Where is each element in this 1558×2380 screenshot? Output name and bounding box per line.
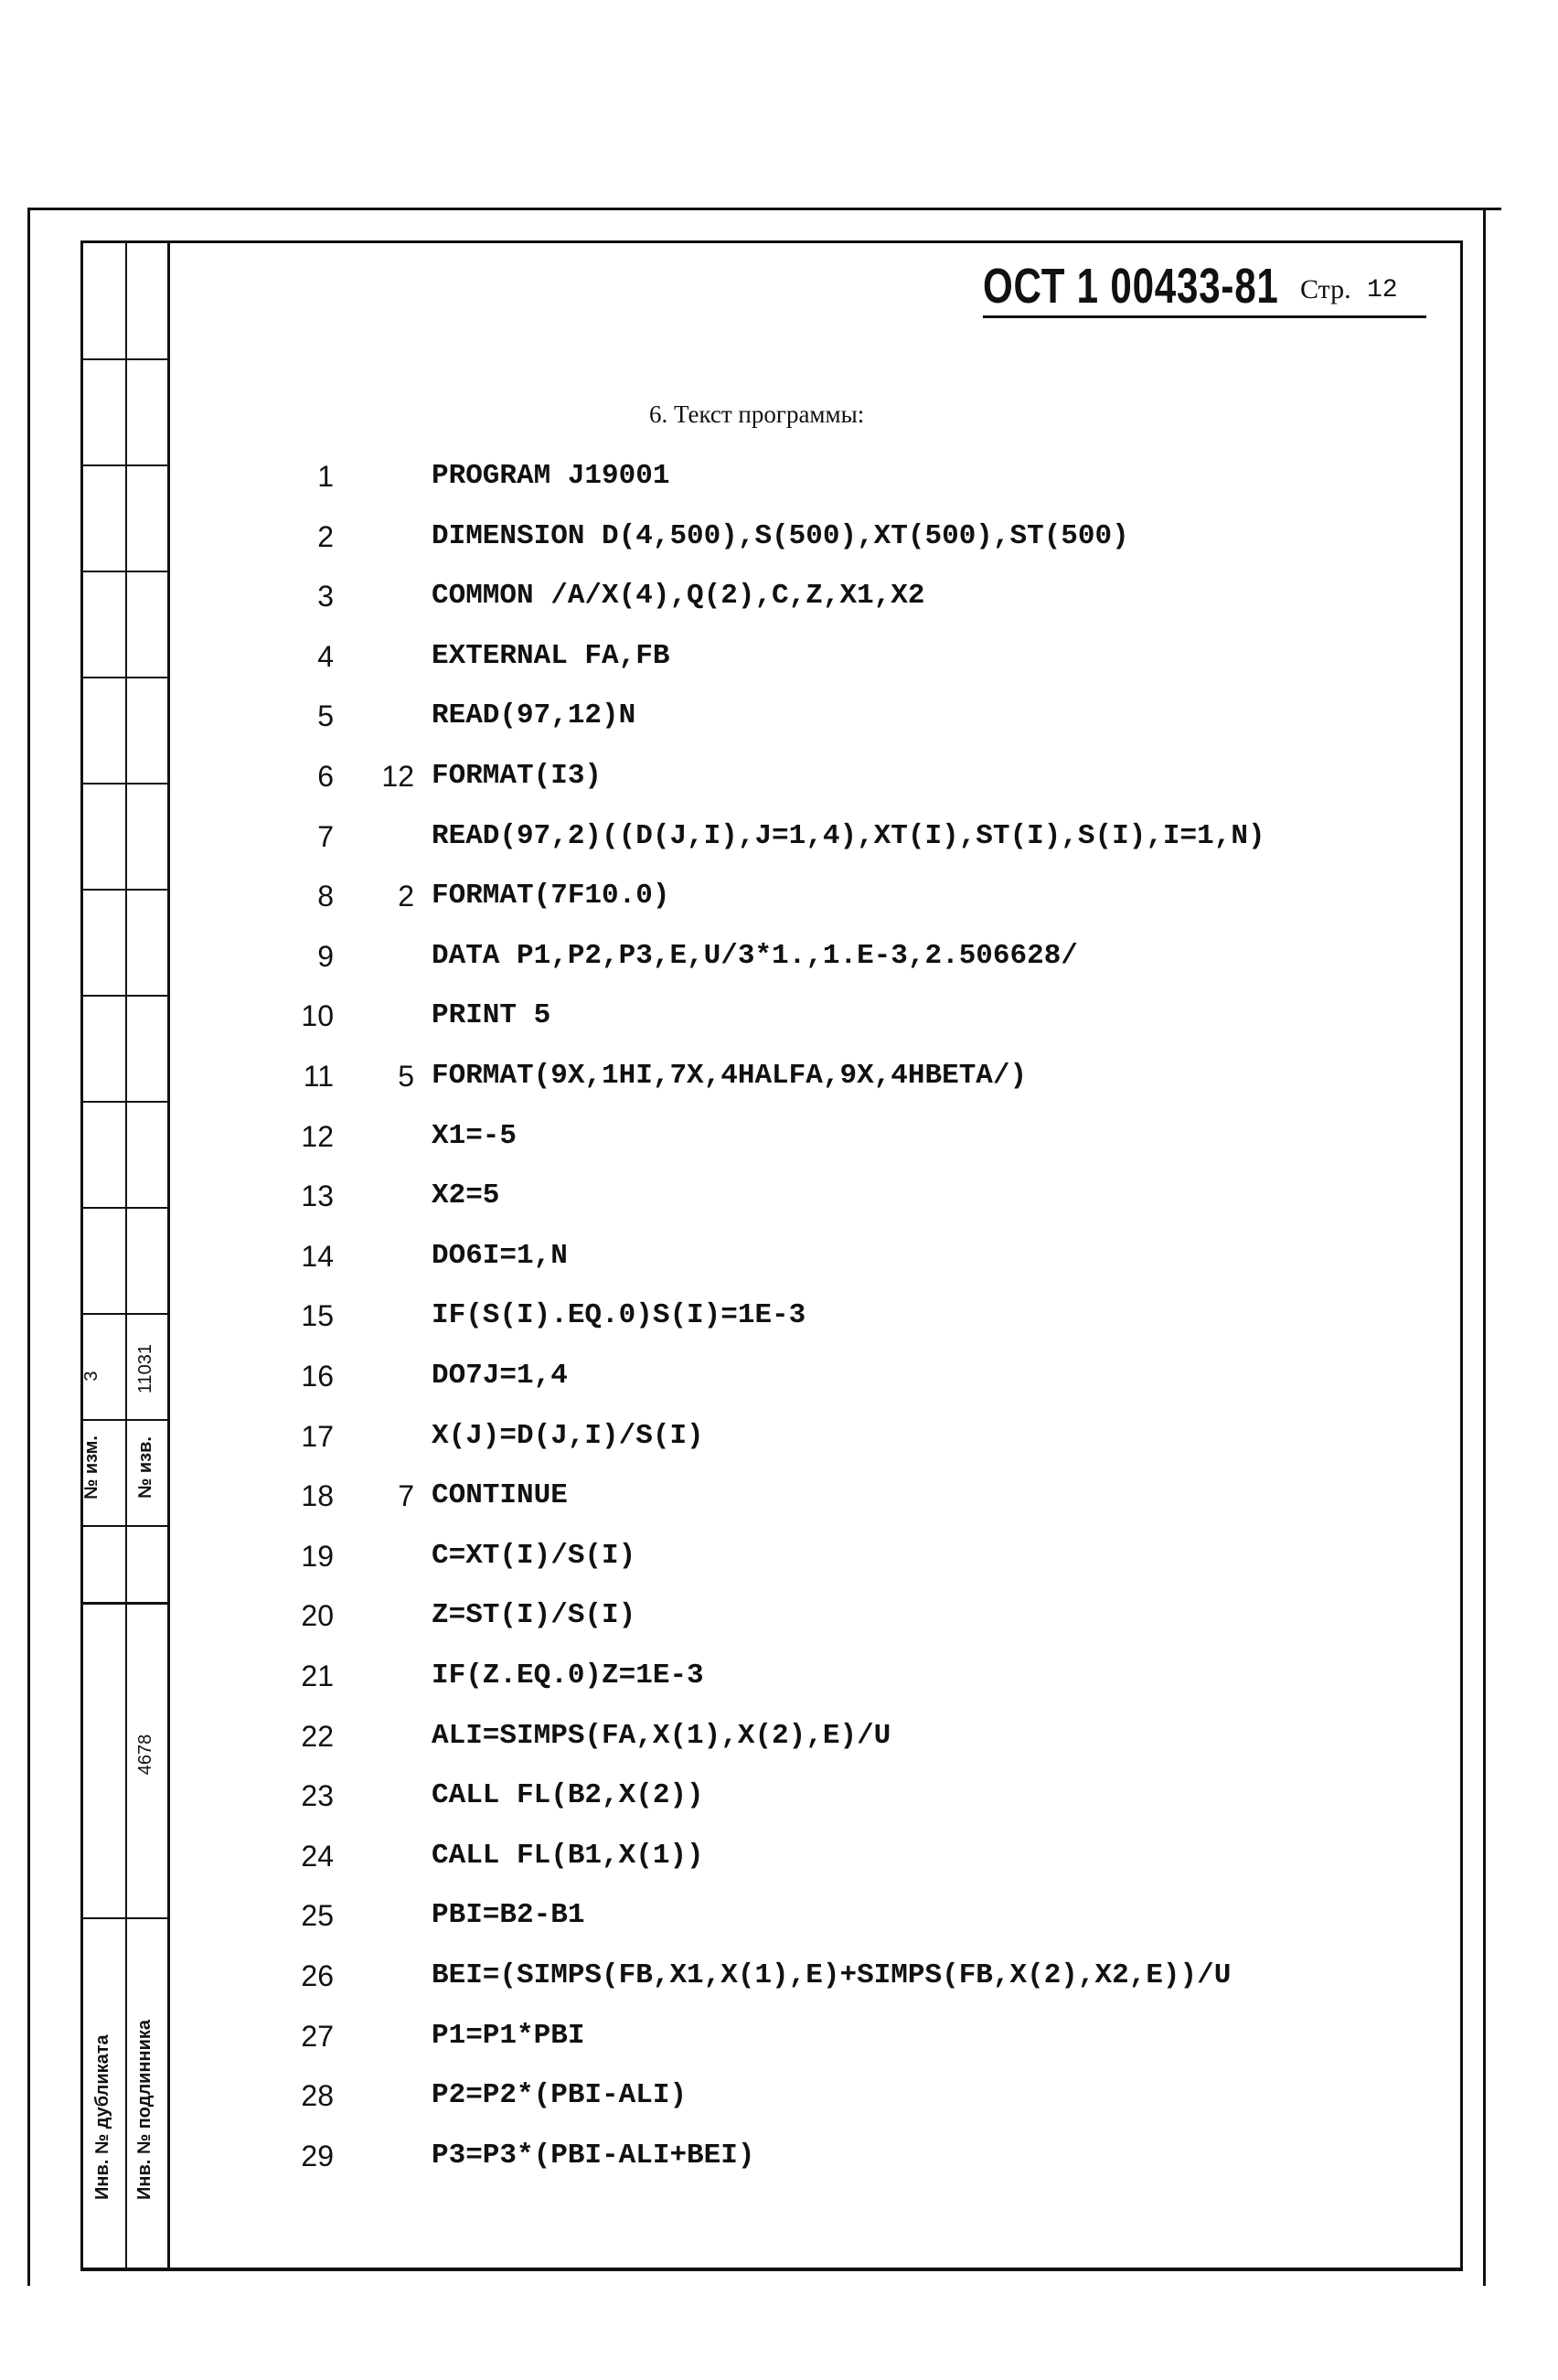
code-text: X(J)=D(J,I)/S(I) bbox=[432, 1420, 704, 1452]
margin-row-sep bbox=[80, 1101, 168, 1103]
listing-line bbox=[0, 1179, 1371, 1220]
outer-frame-top bbox=[27, 208, 1501, 210]
header-underline bbox=[983, 315, 1426, 318]
line-number: 1 bbox=[317, 460, 334, 493]
page-number: 12 bbox=[1367, 276, 1398, 304]
line-number: 13 bbox=[301, 1179, 334, 1212]
line-number: 14 bbox=[301, 1240, 334, 1273]
line-number: 5 bbox=[317, 699, 334, 732]
listing-line bbox=[0, 1540, 1371, 1580]
inner-frame-right bbox=[1460, 240, 1463, 2270]
listing-line bbox=[0, 1060, 1371, 1100]
outer-frame-right bbox=[1483, 208, 1486, 2286]
line-number: 7 bbox=[317, 820, 334, 853]
code-text: X1=-5 bbox=[432, 1120, 518, 1152]
header bbox=[983, 258, 1431, 316]
code-text: CONTINUE bbox=[432, 1479, 568, 1511]
code-text: PROGRAM J19001 bbox=[432, 460, 670, 492]
listing-line bbox=[0, 520, 1371, 560]
notice-number-label: № изв. bbox=[135, 1436, 155, 1499]
listing-line bbox=[0, 999, 1371, 1040]
code-text: CALL FL(B2,X(2)) bbox=[432, 1779, 704, 1811]
listing-line bbox=[0, 1120, 1371, 1160]
line-number: 12 bbox=[301, 1120, 334, 1153]
code-text: PBI=B2-B1 bbox=[432, 1899, 585, 1931]
line-number: 4 bbox=[317, 640, 334, 673]
listing-line bbox=[0, 820, 1371, 860]
margin-row-sep bbox=[80, 1525, 168, 1527]
listing-line bbox=[0, 1779, 1371, 1820]
code-text: CALL FL(B1,X(1)) bbox=[432, 1840, 704, 1872]
listing-line bbox=[0, 2140, 1371, 2180]
code-text: P1=P1*PBI bbox=[432, 2020, 585, 2052]
code-text: DO7J=1,4 bbox=[432, 1360, 568, 1392]
line-number: 25 bbox=[301, 1899, 334, 1932]
line-number: 11 bbox=[303, 1060, 334, 1093]
listing-line bbox=[0, 1240, 1371, 1280]
code-text: C=XT(I)/S(I) bbox=[432, 1540, 636, 1572]
listing-line bbox=[0, 760, 1371, 800]
code-text: PRINT 5 bbox=[432, 999, 551, 1031]
line-number: 24 bbox=[301, 1840, 334, 1873]
original-inventory-label: Инв. № подлинника bbox=[134, 2019, 155, 2200]
code-text: P3=P3*(PBI-ALI+BEI) bbox=[432, 2140, 755, 2172]
line-number: 10 bbox=[301, 999, 334, 1032]
inner-frame-bottom bbox=[80, 2268, 1463, 2271]
change-number-label: № изм. bbox=[81, 1435, 101, 1500]
line-number: 3 bbox=[317, 580, 334, 613]
code-text: IF(S(I).EQ.0)S(I)=1E-3 bbox=[432, 1299, 806, 1331]
code-text: P2=P2*(PBI-ALI) bbox=[432, 2079, 688, 2111]
standard-code: ОСТ 1 00433-81 bbox=[983, 259, 1279, 314]
line-number: 19 bbox=[301, 1540, 334, 1573]
line-number: 15 bbox=[301, 1299, 334, 1332]
statement-label: 12 bbox=[381, 760, 414, 793]
margin-row-sep bbox=[80, 995, 168, 997]
line-number: 9 bbox=[317, 940, 334, 973]
change-number-value: 3 bbox=[81, 1371, 101, 1382]
line-number: 2 bbox=[317, 520, 334, 553]
code-text: FORMAT(9X,1HI,7X,4HALFA,9X,4HBETA/) bbox=[432, 1060, 1028, 1092]
listing-line bbox=[0, 1840, 1371, 1880]
line-number: 8 bbox=[317, 880, 334, 913]
margin-row-sep bbox=[80, 358, 168, 360]
code-text: FORMAT(I3) bbox=[432, 760, 603, 792]
listing-line bbox=[0, 460, 1371, 500]
code-text: COMMON /A/X(4),Q(2),C,Z,X1,X2 bbox=[432, 580, 925, 612]
line-number: 28 bbox=[301, 2079, 334, 2112]
listing-line bbox=[0, 1959, 1371, 2000]
inner-frame-top bbox=[80, 240, 1463, 243]
listing-line bbox=[0, 2079, 1371, 2119]
listing-line bbox=[0, 1899, 1371, 1939]
code-text: DIMENSION D(4,500),S(500),XT(500),ST(500) bbox=[432, 520, 1129, 552]
original-inventory-value: 4678 bbox=[135, 1734, 155, 1776]
code-text: EXTERNAL FA,FB bbox=[432, 640, 670, 672]
listing-line bbox=[0, 940, 1371, 980]
listing-line bbox=[0, 699, 1371, 740]
code-text: X2=5 bbox=[432, 1179, 500, 1211]
code-text: ALI=SIMPS(FA,X(1),X(2),E)/U bbox=[432, 1720, 891, 1752]
line-number: 23 bbox=[301, 1779, 334, 1812]
code-text: BEI=(SIMPS(FB,X1,X(1),E)+SIMPS(FB,X(2),X2,E))/U bbox=[432, 1959, 1232, 1991]
statement-label: 2 bbox=[398, 880, 414, 913]
code-text: IF(Z.EQ.0)Z=1E-3 bbox=[432, 1660, 704, 1692]
line-number: 27 bbox=[301, 2020, 334, 2053]
listing-line bbox=[0, 640, 1371, 680]
listing-line bbox=[0, 1299, 1371, 1339]
listing-line bbox=[0, 1479, 1371, 1520]
line-number: 26 bbox=[301, 1959, 334, 1992]
line-number: 22 bbox=[301, 1720, 334, 1753]
statement-label: 5 bbox=[398, 1060, 414, 1093]
listing-line bbox=[0, 1360, 1371, 1400]
listing-line bbox=[0, 1720, 1371, 1760]
code-text: DATA P1,P2,P3,E,U/3*1.,1.E-3,2.506628/ bbox=[432, 940, 1078, 972]
duplicate-inventory-label: Инв. № дубликата bbox=[92, 2034, 112, 2200]
statement-label: 7 bbox=[398, 1479, 414, 1512]
listing-line bbox=[0, 580, 1371, 620]
code-text: DO6I=1,N bbox=[432, 1240, 568, 1272]
line-number: 17 bbox=[301, 1420, 334, 1453]
margin-row-sep bbox=[80, 571, 168, 572]
line-number: 29 bbox=[301, 2140, 334, 2172]
line-number: 6 bbox=[317, 760, 334, 793]
code-text: READ(97,2)((D(J,I),J=1,4),XT(I),ST(I),S(I),I=1,N) bbox=[432, 820, 1265, 852]
line-number: 21 bbox=[301, 1660, 334, 1692]
code-text: READ(97,12)N bbox=[432, 699, 636, 731]
section-title: 6. Текст программы: bbox=[649, 400, 865, 428]
listing-line bbox=[0, 2020, 1371, 2060]
listing-line bbox=[0, 880, 1371, 920]
code-text: FORMAT(7F10.0) bbox=[432, 880, 670, 912]
page-label: Стр. bbox=[1300, 274, 1351, 304]
code-text: Z=ST(I)/S(I) bbox=[432, 1599, 636, 1631]
notice-number-value: 11031 bbox=[135, 1343, 155, 1394]
listing-line bbox=[0, 1420, 1371, 1460]
line-number: 18 bbox=[301, 1479, 334, 1512]
listing-line bbox=[0, 1599, 1371, 1639]
line-number: 20 bbox=[301, 1599, 334, 1632]
listing-line bbox=[0, 1660, 1371, 1700]
line-number: 16 bbox=[301, 1360, 334, 1393]
